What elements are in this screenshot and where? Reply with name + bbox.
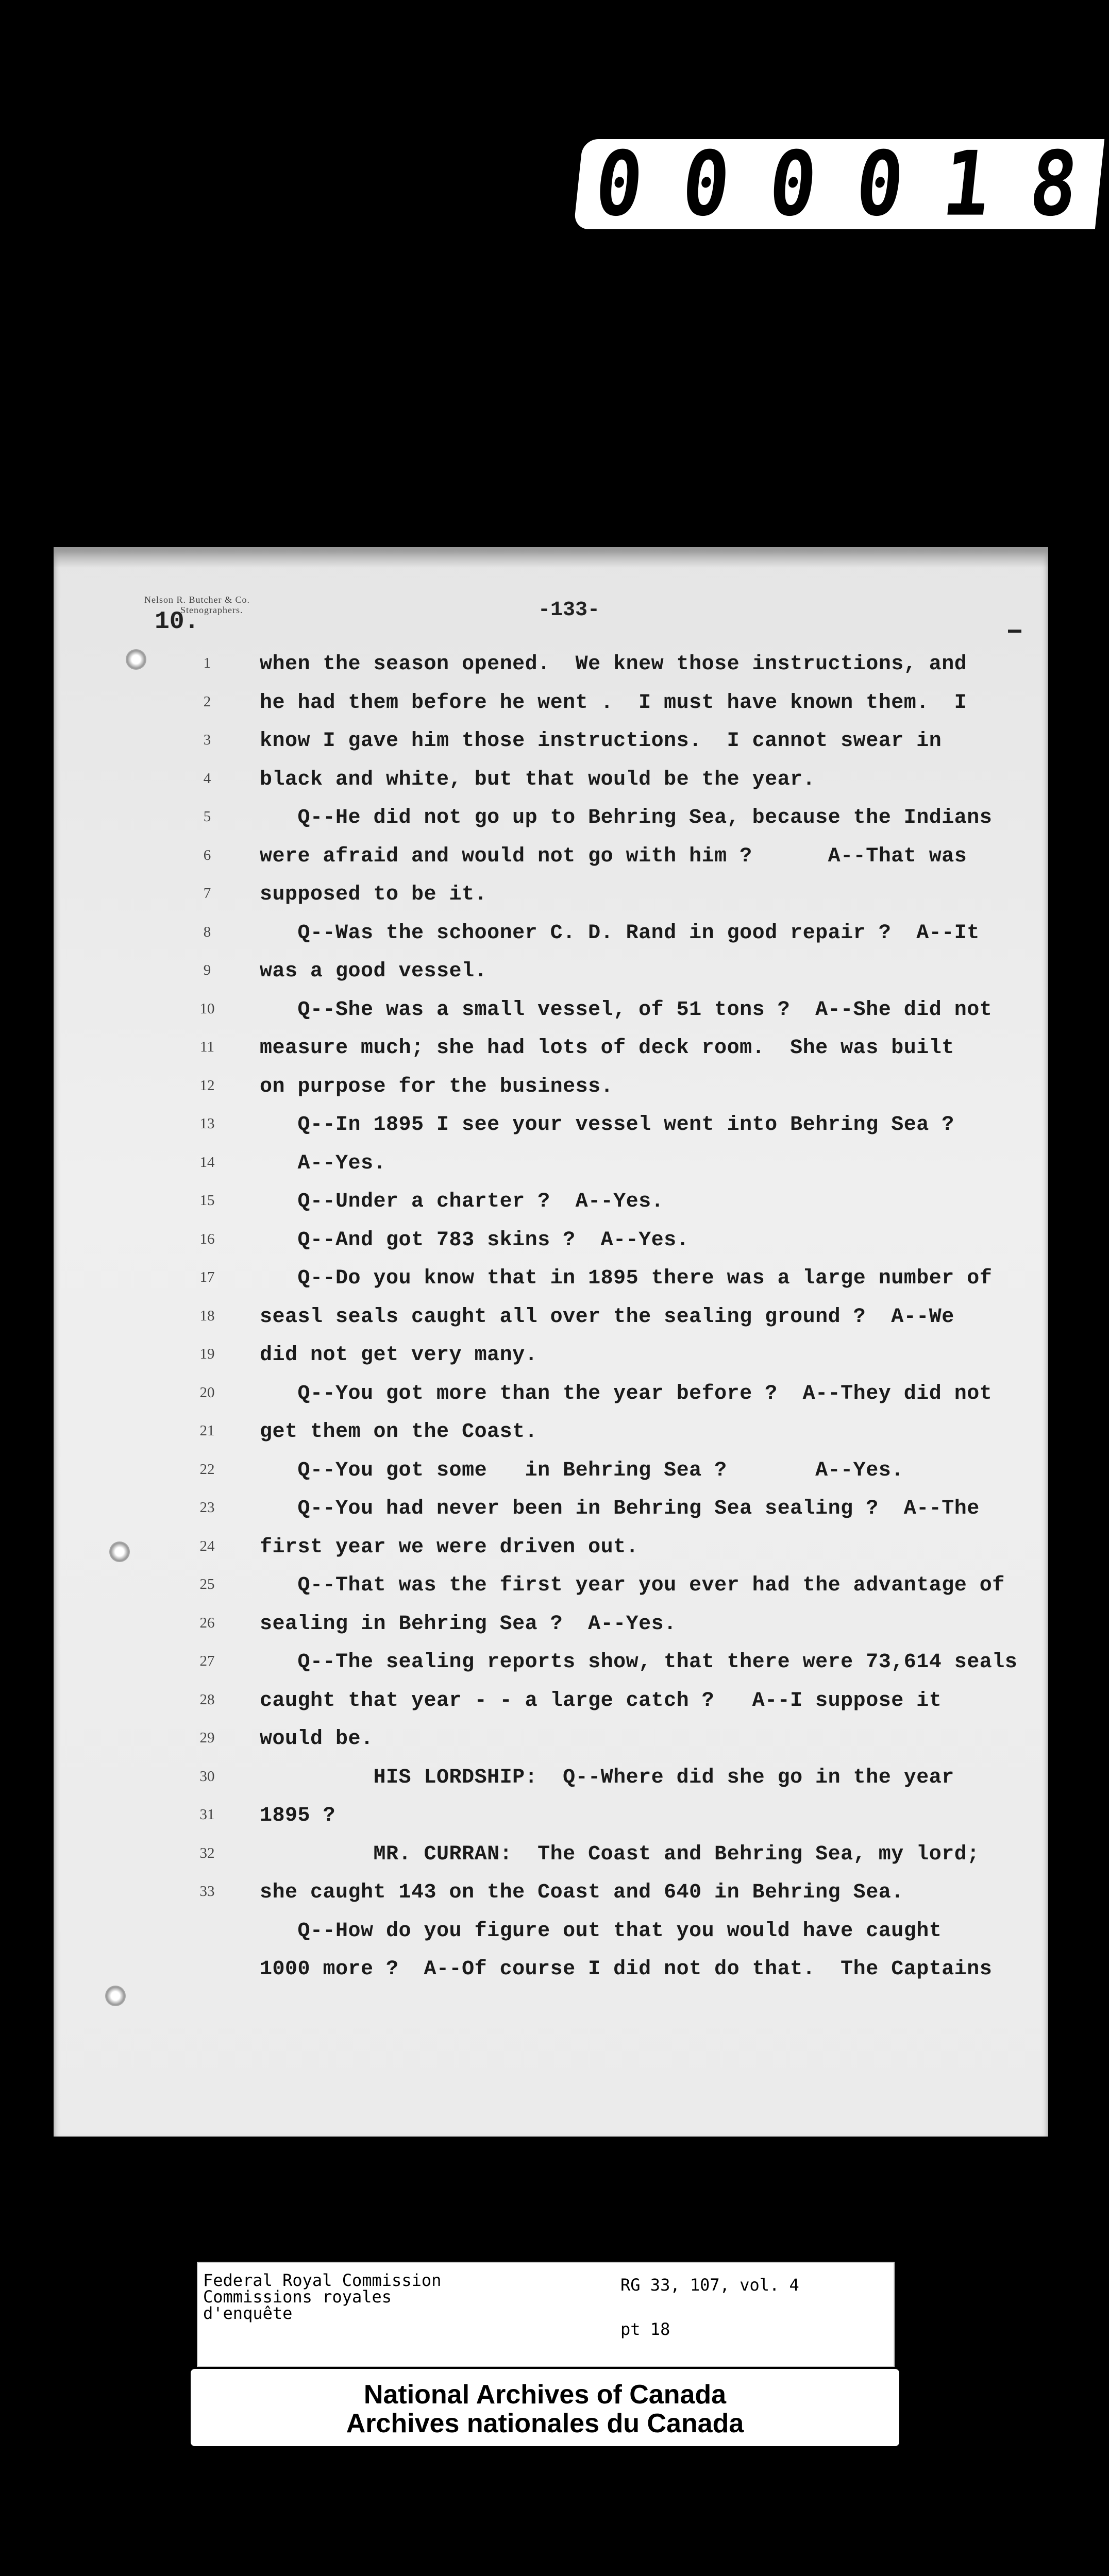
line-number: 2 <box>203 693 211 710</box>
line-number: 19 <box>199 1346 215 1362</box>
punch-hole <box>105 1986 126 2006</box>
commission-line: d'enquête <box>203 2303 293 2323</box>
transcript-line: Q--And got 783 skins ? A--Yes. <box>260 1228 690 1252</box>
transcript-line: 1000 more ? A--Of course I did not do that. The Captains <box>260 1958 993 1981</box>
line-number: 11 <box>200 1039 214 1055</box>
transcript-line: measure much; she had lots of deck room. She was built <box>260 1037 954 1060</box>
margin-mark <box>1008 630 1021 633</box>
archives-banner <box>191 2369 899 2446</box>
line-number: 1 <box>203 655 211 671</box>
page-number: -133- <box>538 599 600 622</box>
transcript-line: Q--You got more than the year before ? A--They did not <box>260 1382 993 1405</box>
archives-name-en: National Archives of Canada <box>363 2380 727 2410</box>
punch-hole <box>126 649 146 670</box>
transcript-line: was a good vessel. <box>260 960 488 983</box>
transcript-line: HIS LORDSHIP: Q--Where did she go in the year <box>260 1766 954 1789</box>
frame-digit: 1 <box>938 132 1001 236</box>
transcript-line: Q--He did not go up to Behring Sea, because the Indians <box>260 806 993 829</box>
transcript-line: Q--She was a small vessel, of 51 tons ? A--She did not <box>260 998 993 1022</box>
transcript-line: did not get very many. <box>260 1344 538 1367</box>
transcript-line: seasl seals caught all over the sealing ground ? A--We <box>260 1305 954 1329</box>
line-number: 30 <box>199 1768 215 1785</box>
line-number: 5 <box>203 808 211 825</box>
archive-label <box>197 2262 895 2367</box>
transcript-line: know I gave him those instructions. I cannot swear in <box>260 730 942 753</box>
line-number: 7 <box>203 885 211 902</box>
transcript-line: MR. CURRAN: The Coast and Behring Sea, my lord; <box>260 1842 980 1866</box>
archives-name-fr: Archives nationales du Canada <box>346 2409 744 2438</box>
line-number: 32 <box>199 1844 215 1861</box>
line-number: 33 <box>199 1883 215 1900</box>
transcript-line: Q--Was the schooner C. D. Rand in good repair ? A--It <box>260 921 980 945</box>
transcript-line: get them on the Coast. <box>260 1420 538 1444</box>
transcript-line: Q--Do you know that in 1895 there was a large number of <box>260 1267 993 1290</box>
transcript-line: on purpose for the business. <box>260 1075 614 1098</box>
transcript-line: 1895 ? <box>260 1804 336 1827</box>
punch-hole <box>109 1541 130 1562</box>
transcript-line: Q--You had never been in Behring Sea sealing ? A--The <box>260 1497 980 1520</box>
line-number: 17 <box>199 1269 215 1285</box>
transcript-line: A--Yes. <box>260 1151 387 1175</box>
commission-line: Federal Royal Commission <box>203 2270 442 2290</box>
line-number: 14 <box>199 1154 215 1171</box>
line-number: 24 <box>199 1537 215 1554</box>
line-number: 9 <box>203 962 211 978</box>
transcript-line: caught that year - - a large catch ? A--I suppose it <box>260 1689 942 1713</box>
transcript-line: would be. <box>260 1727 374 1751</box>
line-number: 27 <box>199 1653 215 1669</box>
line-number: 16 <box>199 1230 215 1247</box>
transcript-line: she caught 143 on the Coast and 640 in Behring Sea. <box>260 1881 904 1904</box>
line-number: 4 <box>203 770 211 787</box>
transcript-line: black and white, but that would be the year. <box>260 768 816 791</box>
frame-counter <box>574 132 1104 236</box>
line-number: 21 <box>199 1422 215 1439</box>
letterhead-sub: Stenographers. <box>180 605 243 615</box>
line-number: 22 <box>199 1461 215 1478</box>
part-number: pt 18 <box>620 2319 670 2339</box>
line-number: 6 <box>203 846 211 863</box>
commission-name <box>203 2272 441 2321</box>
frame-digit: 0 <box>677 132 740 236</box>
transcript-line: Q--In 1895 I see your vessel went into Behring Sea ? <box>260 1113 954 1137</box>
transcript-line: sealing in Behring Sea ? A--Yes. <box>260 1612 677 1636</box>
transcript-line: Q--How do you figure out that you would have caught <box>260 1919 942 1943</box>
transcript-line: Q--You got some in Behring Sea ? A--Yes. <box>260 1459 904 1482</box>
transcript-line: Q--The sealing reports show, that there were 73,614 seals <box>260 1651 1018 1674</box>
transcript-line: Q--That was the first year you ever had the advantage of <box>260 1574 1005 1597</box>
letterhead-firm: Nelson R. Butcher & Co. <box>144 595 250 605</box>
line-number: 13 <box>199 1115 215 1132</box>
line-number: 20 <box>199 1384 215 1401</box>
page-edge-shadow <box>54 547 1048 568</box>
transcript-page <box>54 547 1048 2137</box>
frame-digit: 0 <box>851 132 914 236</box>
line-number: 10 <box>199 1000 215 1017</box>
line-number: 15 <box>199 1192 215 1209</box>
line-number: 29 <box>199 1730 215 1746</box>
line-number: 12 <box>199 1077 215 1094</box>
frame-digit: 0 <box>764 132 827 236</box>
record-group-ref: RG 33, 107, vol. 4 <box>620 2275 799 2295</box>
line-number: 31 <box>199 1806 215 1823</box>
transcript-line: first year we were driven out. <box>260 1535 639 1559</box>
transcript-line: were afraid and would not go with him ? A--That was <box>260 844 967 868</box>
line-number: 26 <box>199 1614 215 1631</box>
transcript-line: when the season opened. We knew those instructions, and <box>260 653 967 676</box>
transcript-line: he had them before he went . I must have known them. I <box>260 691 967 715</box>
line-number: 18 <box>199 1307 215 1324</box>
page-number-left: 10. <box>155 608 199 636</box>
commission-line: Commissions royales <box>203 2287 392 2307</box>
line-number: 28 <box>199 1691 215 1708</box>
transcript-line: Q--Under a charter ? A--Yes. <box>260 1190 664 1213</box>
transcript-line: supposed to be it. <box>260 883 488 906</box>
frame-digit: 0 <box>590 132 653 236</box>
line-number: 25 <box>199 1576 215 1592</box>
line-number: 23 <box>199 1499 215 1516</box>
frame-digit: 8 <box>1024 132 1088 236</box>
line-number: 3 <box>203 732 211 748</box>
line-number: 8 <box>203 923 211 940</box>
